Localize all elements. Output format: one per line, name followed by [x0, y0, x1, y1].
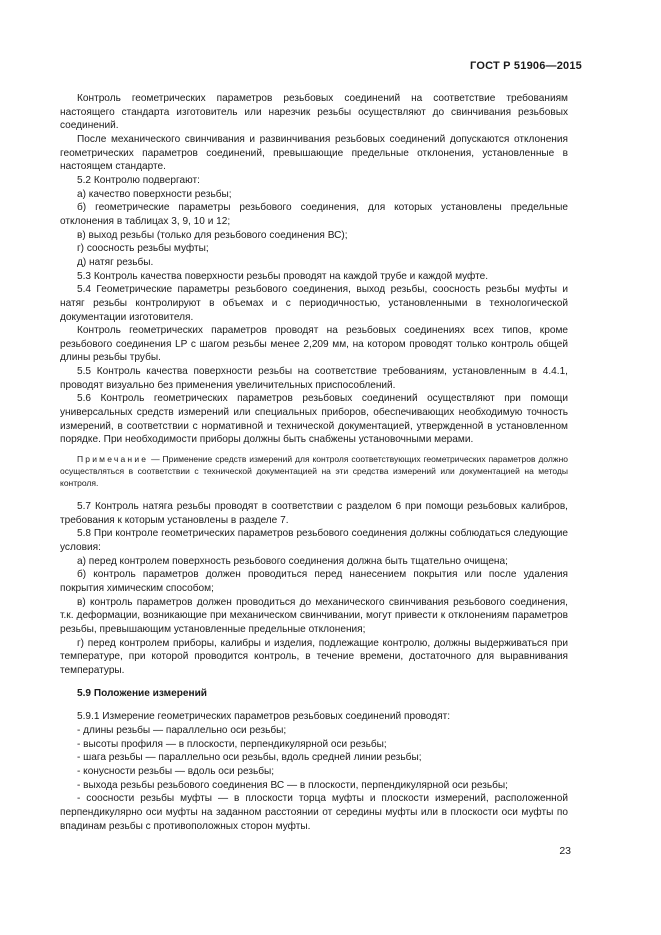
clause-5-5: 5.5 Контроль качества поверхности резьбы на соответствие требованиям, установленным в 4.4.1, проводят визуально без применения увеличительных приспособлений. [60, 366, 568, 391]
note-text: — Применение средств измерений для контроля соответствующих геометрических параметров должно осуществляться в соответствии с технической документацией на эти средства измерений или документацией на методы контроля. [60, 454, 568, 489]
paragraph: После механического свинчивания и развинчивания резьбовых соединений допускаются отклонения геометрических параметров соединений, превышающие предельные отклонения, установленные в настоящем стандарте. [60, 133, 568, 173]
section-heading: 5.9 Положение измерений [77, 687, 208, 699]
clause-5-7: 5.7 Контроль натяга резьбы проводят в соответствии с разделом 6 при помощи резьбовых калибров, требования к которым установлены в разделе 7. [60, 501, 568, 526]
list-item: б) контроль параметров должен проводиться перед нанесением покрытия или после удаления покрытия химическим способом; [60, 569, 568, 594]
note-label: Примечание [77, 454, 149, 465]
list-item: - соосности резьбы муфты — в плоскости торца муфты и плоскости измерений, расположенной перпендикулярно оси муфты на заданном расстоянии от середины муфты или в плоскости оси муфты по впадинам резьбы с противоположных сторон муфты. [60, 793, 568, 832]
list-item: - высоты профиля — в плоскости, перпендикулярной оси резьбы; [77, 738, 387, 750]
paragraph: Контроль геометрических параметров резьбовых соединений на соответствие требованиям настоящего стандарта изготовитель или нарезчик резьбы осуществляют до свинчивания резьбовых соединений. [60, 93, 568, 132]
list-item: - длины резьбы — параллельно оси резьбы; [77, 724, 287, 736]
clause-5-4: 5.4 Геометрические параметры резьбового соединения, выход резьбы, соосность резьбы муфты и натяг резьбы контролируют в объемах и с периодичностью, установленными в технологической документации изготовителя. [60, 284, 568, 323]
clause-5-6: 5.6 Контроль геометрических параметров резьбовых соединений осуществляют при помощи универсальных средств измерений или специальных приборов, обеспечивающих необходимую точность измерений, в соответствии с нормативной и технической документацией, утвержденной в установленном порядке. При необходимости приборы должны быть снабжены установочными мерами. [60, 393, 568, 446]
list-item: - шага резьбы — параллельно оси резьбы, вдоль средней линии резьбы; [77, 752, 422, 764]
list-item: д) натяг резьбы. [77, 256, 154, 268]
document-body [60, 92, 568, 833]
list-item: в) выход резьбы (только для резьбового соединения ВС); [77, 229, 348, 241]
clause-5-9-1: 5.9.1 Измерение геометрических параметров резьбовых соединений проводят: [77, 711, 451, 723]
clause-5-3: 5.3 Контроль качества поверхности резьбы проводят на каждой трубе и каждой муфте. [77, 270, 489, 282]
document-code: ГОСТ Р 51906—2015 [470, 60, 582, 72]
note [60, 453, 568, 489]
paragraph: Контроль геометрических параметров проводят на резьбовых соединениях всех типов, кроме резьбового соединения LP с шагом резьбы менее 2,209 мм, на котором проводят только контроль общей длины резьбы трубы. [60, 325, 568, 364]
list-item: а) перед контролем поверхность резьбового соединения должна быть тщательно очищена; [77, 555, 508, 567]
clause-5-2: 5.2 Контролю подвергают: [77, 174, 200, 186]
list-item: в) контроль параметров должен проводиться до механического свинчивания резьбового соединения, т.к. деформации, возникающие при механическом свинчивании, могут привести к отклонениям параметров резьбы, превышающим установленные предельные отклонения; [60, 596, 568, 635]
list-item: - конусности резьбы — вдоль оси резьбы; [77, 765, 275, 777]
clause-5-8: 5.8 При контроле геометрических параметров резьбового соединения должны соблюдаться следующие условия: [60, 528, 568, 554]
page-number: 23 [559, 845, 571, 857]
list-item: г) перед контролем приборы, калибры и изделия, подлежащие контролю, должны выдерживаться при температуре, при которой проводится контроль, в течение времени, достаточного для выравнивания температуры. [60, 637, 568, 676]
list-item: б) геометрические параметры резьбового соединения, для которых установлены предельные отклонения в таблицах 3, 9, 10 и 12; [60, 202, 568, 227]
list-item: г) соосность резьбы муфты; [77, 243, 209, 255]
list-item: а) качество поверхности резьбы; [77, 188, 232, 200]
list-item: - выхода резьбы резьбового соединения ВС — в плоскости, перпендикулярной оси резьбы; [77, 779, 508, 791]
